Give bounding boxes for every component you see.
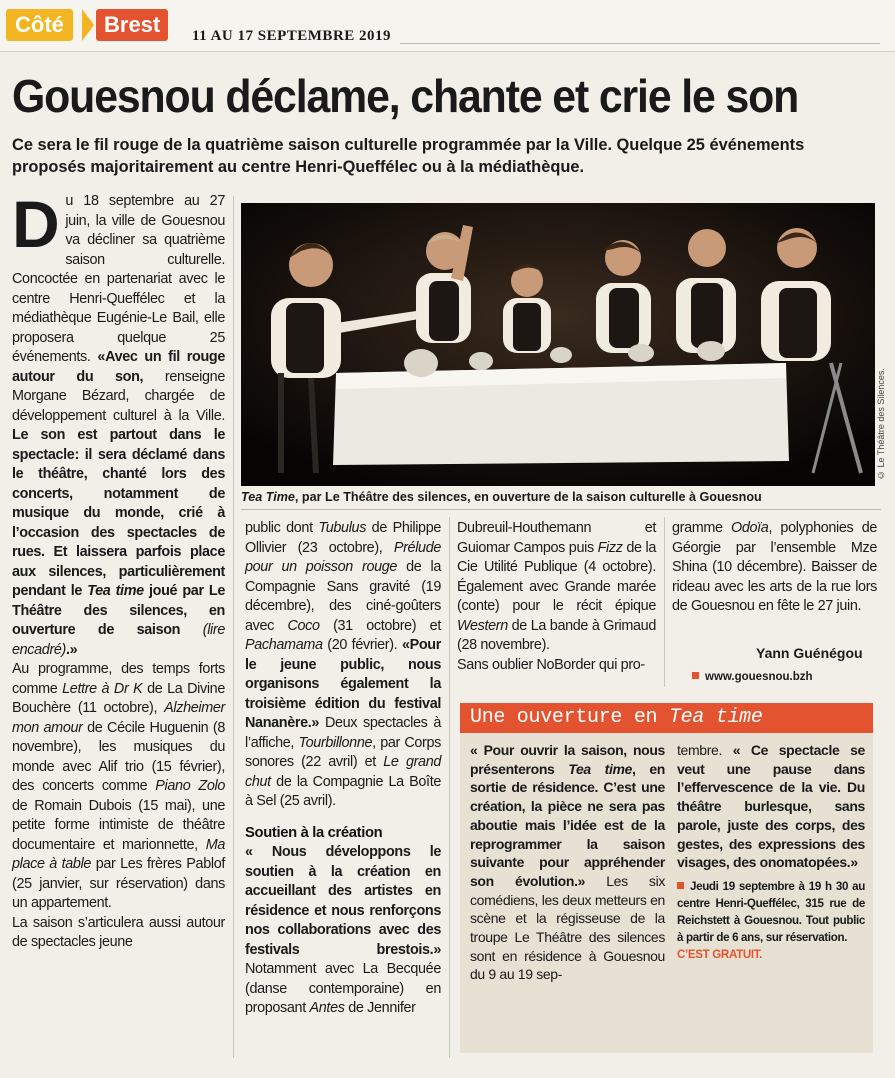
col3-text: de la Cie Utilité Publique (4 octobre). Également avec Grande marée (conte) pour le récit épique bbox=[457, 539, 656, 614]
col2-text: de la Compagnie Sans gravité (19 décembre), des ciné-goûters avec bbox=[245, 559, 441, 634]
column-4 bbox=[672, 519, 877, 617]
col1-paragraph-2 bbox=[12, 660, 225, 914]
col2-text: , par Corps sonores (22 avril) et bbox=[245, 734, 441, 770]
box-column-right bbox=[677, 741, 865, 963]
col1-text: de Romain Dubois (15 mai), une petite forme intimiste de théâtre documentaire et marionnette, bbox=[12, 797, 225, 853]
col1-quote: joué par Le Théâtre des silences, en ouverture de saison bbox=[12, 583, 225, 638]
col2-text: de Philippe Ollivier (23 octobre), bbox=[245, 520, 441, 556]
col2-paragraph-1 bbox=[245, 519, 441, 812]
col4-text: gramme bbox=[672, 520, 731, 536]
box-title-text: Une ouverture en bbox=[470, 706, 669, 729]
col4-paragraph-1 bbox=[672, 519, 877, 617]
column-divider bbox=[664, 517, 665, 687]
col1-aside: (lire encadré) bbox=[12, 622, 225, 658]
caption-rule bbox=[241, 509, 881, 510]
masthead-rule bbox=[400, 43, 880, 44]
website-url[interactable]: www.gouesnou.bzh bbox=[705, 671, 813, 683]
event-info bbox=[677, 878, 865, 963]
col2-quote: «Pour le jeune public, nous organisons également la troisième édition du festival Nananère.» bbox=[245, 637, 441, 731]
title-italic: Tourbillonne bbox=[298, 734, 373, 751]
col1-quote-italic: Tea time bbox=[87, 583, 144, 599]
title-italic: Fizz bbox=[597, 539, 623, 556]
box-quote-italic: Tea time bbox=[568, 760, 633, 777]
col3-text: Dubreuil-Houthemann et Guiomar Campos puis bbox=[457, 520, 656, 556]
col2-text: public dont bbox=[245, 520, 319, 536]
title-italic: Pachamama bbox=[245, 637, 323, 653]
col1-text: renseigne Morgane Bézard, chargée de développement culturel à la Ville. bbox=[12, 368, 225, 424]
box-title bbox=[460, 703, 873, 733]
col1-quote: .» bbox=[66, 641, 78, 658]
headline: Gouesnou déclame, chante et crie le son bbox=[12, 70, 799, 122]
column-divider bbox=[233, 196, 234, 1058]
title-italic: Odoïa bbox=[731, 520, 769, 536]
section-tag-brest: Brest bbox=[96, 9, 168, 41]
box-text: Les six comédiens, les deux metteurs en scène et la régisseuse de la troupe Le Théâtre des silences sont en résidence à Gouesnou du 9 au 19 sep- bbox=[470, 872, 665, 983]
box-quote: « Pour ouvrir la saison, nous présenterons bbox=[470, 742, 665, 777]
col2-text: de Jennifer bbox=[344, 1000, 416, 1016]
col4-text: , polyphonies de Géorgie par l’ensemble Mze Shina (10 décembre). Baisser de rideau avec les arts de la rue lors de Gouesnou en fête le 27 juin. bbox=[672, 520, 877, 614]
author-signature: Yann Guénégou bbox=[756, 645, 863, 661]
box-quote: , en sortie de résidence. C’est une création, la pièce ne sera pas aboutie mais l’idée est de la reprogrammer la saison suivante pour appréhender son évolution.» bbox=[470, 760, 665, 889]
col2-text: de la Compagnie La Boîte à Sel (25 avril). bbox=[245, 773, 441, 809]
col1-quote: Le son est partout dans le spectacle: il sera déclamé dans le théâtre, chanté lors des concerts, notamment de musique du monde, crié à l’occasion des spectacles de rues. Et laissera parfois place aux silences, particulièrement pendant le bbox=[12, 427, 225, 599]
photo-illustration bbox=[241, 203, 875, 486]
title-italic: Alzheimer mon amour bbox=[12, 700, 225, 736]
col2-text: (20 février). bbox=[322, 637, 398, 653]
box-title-italic: Tea time bbox=[668, 706, 763, 729]
sidebar-box bbox=[460, 703, 873, 1053]
title-italic: Ma place à table bbox=[12, 836, 225, 872]
box-column-left bbox=[470, 741, 665, 984]
col1-quote: «Avec un fil rouge autour du son, bbox=[12, 349, 225, 385]
bullet-square-icon bbox=[692, 672, 699, 679]
col1-text: de Cécile Huguenin (8 novembre), les musiques du monde avec Alif trio (15 février), des concerts comme bbox=[12, 719, 225, 794]
col2-text: (31 octobre) et bbox=[319, 617, 441, 634]
column-1 bbox=[12, 187, 225, 953]
caption-text: , par Le Théâtre des silences, en ouverture de la saison culturelle à Gouesnou bbox=[294, 490, 762, 504]
col1-text: u 18 septembre au 27 juin, la ville de Gouesnou va décliner sa quatrième saison culturelle. Concoctée en partenariat avec le centre Henri-Queffélec et la médiathèque Eugénie-Le Bail, elle proposera quelque 25 événements. bbox=[12, 193, 225, 365]
col1-paragraph-3: La saison s’articulera aussi autour de spectacles jeune bbox=[12, 914, 225, 950]
box-quote: « Ce spectacle se veut une pause dans l’effervescence de la vie. Du théâtre burlesque, sans parole, juste des corps, des gestes, des expressions des visages, des onomatopées.» bbox=[677, 742, 865, 871]
col2-paragraph-2 bbox=[245, 843, 441, 1019]
standfirst: Ce sera le fil rouge de la quatrième saison culturelle programmée par la Ville. Quelque 25 événements proposés majoritairement au centre Henri-Queffélec ou à la médiathèque. bbox=[12, 136, 805, 176]
column-divider bbox=[449, 517, 450, 1058]
title-italic: Western bbox=[457, 617, 508, 634]
box-text: tembre. bbox=[677, 742, 723, 758]
photo-credit: © Le Théâtre des Silences. bbox=[876, 368, 886, 480]
title-italic: Tubulus bbox=[318, 520, 367, 536]
photo-tea-time bbox=[241, 203, 875, 486]
title-italic: Piano Zolo bbox=[155, 778, 225, 794]
column-3 bbox=[457, 519, 656, 675]
col2-text: Deux spectacles à l’affiche, bbox=[245, 715, 441, 751]
issue-date: 11 AU 17 SEPTEMBRE 2019 bbox=[192, 28, 392, 44]
title-italic: Coco bbox=[287, 617, 320, 634]
col2-text: Notamment avec La Becquée (danse contemporaine) en proposant bbox=[245, 961, 441, 1016]
col1-text: par Les frères Pablof (25 janvier, sur réservation) dans un appartement. bbox=[12, 856, 225, 911]
col2-quote: « Nous développons le soutien à la création en accueillant des artistes en résidence et nous renforçons nos collaborations avec des festivals brestois.» bbox=[245, 844, 441, 958]
title-italic: Lettre à Dr K bbox=[62, 680, 143, 697]
photo-caption bbox=[241, 489, 881, 506]
col1-text: de La Divine Bouchère (11 octobre), bbox=[12, 680, 225, 716]
col3-text: de La bande à Grimaud (28 novembre). bbox=[457, 617, 656, 653]
website-link[interactable] bbox=[692, 671, 813, 683]
section-tag-cote: Côté bbox=[6, 9, 73, 41]
col3-paragraph-2: Sans oublier NoBorder qui pro- bbox=[457, 656, 645, 673]
title-italic: Antes bbox=[309, 1000, 345, 1016]
subhead-soutien: Soutien à la création bbox=[245, 824, 383, 841]
free-entry-label: C’EST GRATUIT. bbox=[677, 947, 763, 961]
caption-title: Tea Time bbox=[241, 490, 295, 504]
title-italic: Le grand chut bbox=[245, 754, 441, 790]
bullet-square-icon bbox=[677, 882, 684, 889]
col1-paragraph-1 bbox=[12, 187, 225, 660]
drop-cap: D bbox=[12, 187, 60, 261]
event-details: Jeudi 19 septembre à 19 h 30 au centre Henri-Queffélec, 315 rue de Reichstett à Gouesnou. Tout public à partir de 6 ans, sur réservation. bbox=[677, 879, 865, 944]
masthead bbox=[0, 0, 895, 52]
tag-arrow-icon bbox=[82, 9, 94, 41]
col3-paragraph-1 bbox=[457, 519, 656, 656]
column-2 bbox=[245, 519, 441, 1019]
title-italic: Prélude pour un poisson rouge bbox=[245, 539, 441, 575]
col1-text: Au programme, des temps forts comme bbox=[12, 661, 225, 697]
